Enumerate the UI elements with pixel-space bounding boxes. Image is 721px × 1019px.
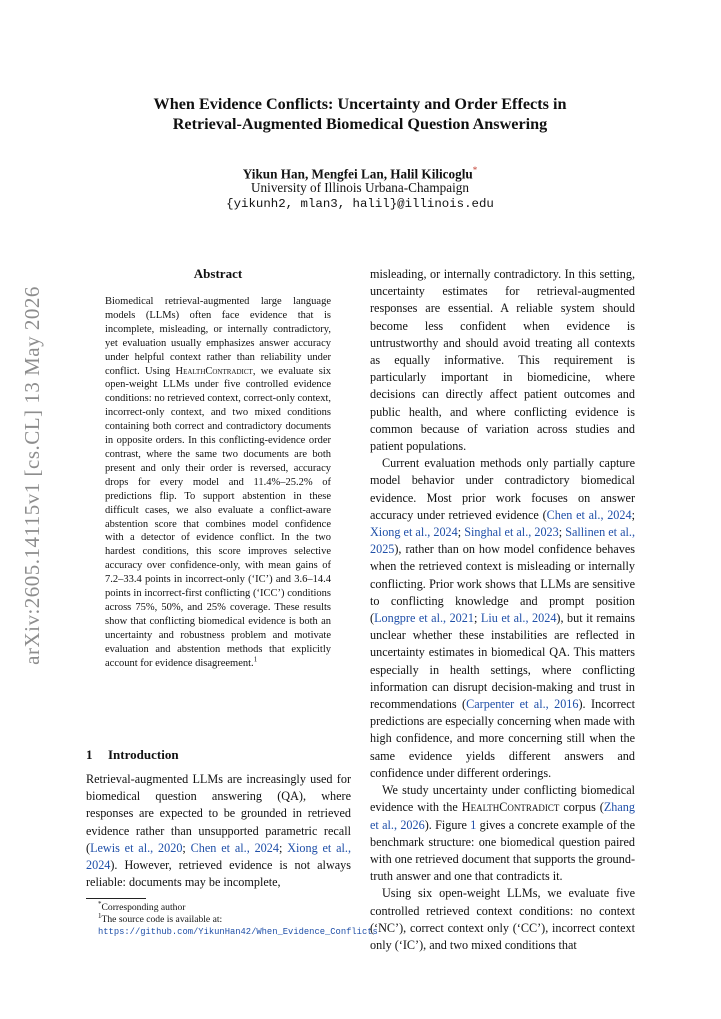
citation-separator: ;	[631, 507, 635, 522]
author-emails: {yikunh2, mlan3, halil}@illinois.edu	[226, 197, 494, 211]
section-title: Introduction	[108, 747, 179, 762]
abstract-text-part-1: Biomedical retrieval-augmented large language models (LLMs) often face evidence that is incomplete, misleading, or internally contradictory, yet evaluation usually emphasizes answer accuracy under helpful context rather than reliability under conflict. Using	[105, 296, 331, 377]
paragraph	[370, 455, 635, 782]
footnote-text: Corresponding author	[101, 902, 186, 913]
citation-link[interactable]: Chen et al., 2024	[546, 507, 632, 522]
arxiv-identifier-stamp	[4, 280, 60, 670]
citation-link[interactable]: Sallinen et al., 2025	[370, 525, 635, 557]
paragraph	[370, 266, 635, 455]
paragraph	[370, 885, 635, 954]
footnote-mark: *	[98, 899, 102, 908]
intro-left-column-text	[86, 771, 351, 891]
paragraph-text: ), rather than on how model confidence behaves when the retrieved context is misleading or internally conflicting. Prior work shows that LLMs are sensitive to conflicting knowledge and prompt position (	[370, 542, 635, 626]
paragraph	[370, 782, 635, 885]
paper-title	[90, 94, 630, 134]
paragraph-text: ). Figure	[424, 817, 471, 832]
abstract-body	[105, 295, 331, 670]
abstract-corpus-name: HealthContradict	[175, 365, 253, 377]
citation-link[interactable]: Xiong et al., 2024	[86, 840, 352, 873]
paragraph-text: Using six open-weight LLMs, we evaluate five controlled retrieved context conditions: no context (‘NC’), correct context only (‘CC’), incorrect context only (‘IC’), and two mixed conditions that	[370, 886, 635, 952]
footnote-corresponding	[86, 899, 351, 914]
citation-separator: ;	[457, 525, 465, 540]
footnote-text: The source code is available at:	[101, 913, 223, 925]
arxiv-stamp-text: arXiv:2605.14115v1 [cs.CL] 13 May 2026	[19, 285, 44, 665]
corpus-name: HealthContradict	[461, 800, 560, 815]
intro-text: Retrieval-augmented LLMs are increasingly used for biomedical question answering (QA), where responses are expected to be grounded in retrieved evidence rather than unsupported parametric recall (	[86, 772, 351, 855]
citation-separator: ;	[278, 840, 288, 855]
footnote-mark: 1	[98, 911, 102, 920]
citation-link[interactable]: Carpenter et al., 2016	[466, 697, 579, 712]
figure-reference-link[interactable]: 1	[470, 817, 477, 832]
right-column-text	[370, 266, 635, 954]
intro-text: ). However, retrieved evidence is not always reliable: documents may be incomplete,	[86, 858, 351, 890]
paragraph-text: misleading, or internally contradictory. In this setting, uncertainty estimates for retrieval-augmented responses are essential. A reliable system should become less confident when evidence is untrustworthy and should avoid treating all contexts as equally informative. This requirement is particularly important in biomedicine, where decisions can directly affect patient outcomes and public health, and where conflicting evidence is common because of variation across studies and patient populations.	[370, 267, 635, 454]
footnote-divider	[86, 898, 146, 899]
footnotes	[86, 899, 378, 938]
abstract-footnote-mark[interactable]: 1	[253, 655, 258, 664]
citation-separator: ;	[182, 840, 191, 855]
paragraph-text: ). Incorrect predictions are especially concerning when made with high confidence, and more concerning still when the same evidence yields different answers and confidence under different orderings.	[370, 697, 636, 780]
citation-link[interactable]: Longpre et al., 2021	[374, 611, 474, 626]
paragraph-text: corpus (	[559, 800, 604, 815]
source-code-url-link[interactable]: https://github.com/YikunHan42/When_Evidence_Conflicts	[98, 926, 378, 937]
citation-link[interactable]: Liu et al., 2024	[480, 611, 557, 626]
citation-separator: ;	[558, 525, 566, 540]
citation-separator: ;	[473, 611, 481, 626]
citation-link[interactable]: Singhal et al., 2023	[464, 525, 559, 540]
footnote-source-code	[86, 911, 378, 939]
section-number: 1	[86, 747, 93, 762]
paragraph-text: ), but it remains unclear whether these instabilities are reflected in uncertainty estimates in biomedical QA. This matters especially in health settings, where conflicting information can disrupt decision-making and trust in recommendations (	[370, 611, 636, 712]
abstract-heading: Abstract	[193, 266, 243, 281]
citation-link[interactable]: Zhang et al., 2026	[370, 800, 635, 832]
abstract-text-part-2: , we evaluate six open-weight LLMs under five controlled evidence conditions: no retrieved context, correct-only context, incorrect-only context, and two mixed conditions containing both correct and contradictory documents in opposite orders. In this conflicting-evidence order contrast, where the same two documents are both present and only their order is reversed, accuracy drops for every model and 11.4%–25.2% of predictions flip. To support abstention in these difficult cases, we also evaluate a conflict-aware abstention score that combines model confidence with a detector of evidence conflict. In the two hardest conditions, this score improves selective accuracy over confidence-only, with mean gains of 7.2–33.4 points in incorrect-only (‘IC’) and 3.6–14.4 points in incorrect-first conflicting (‘ICC’) conditions across 75%, 50%, and 25% coverage. These results show that conflicting biomedical evidence is both an uncertainty and robustness problem and motivate evaluation and abstention methods that explicitly account for evidence disagreement.	[105, 365, 331, 669]
paragraph-text: We study uncertainty under conflicting biomedical evidence with the	[370, 783, 635, 815]
citation-link[interactable]: Lewis et al., 2020	[90, 840, 183, 855]
paragraph-text: gives a concrete example of the benchmark structure: one biomedical question paired with one retrieved document that supports the ground-truth answer and one that contradicts it.	[370, 817, 636, 884]
author-names: Yikun Han, Mengfei Lan, Halil Kilicoglu	[242, 166, 473, 182]
paragraph-text: Current evaluation methods only partially capture model behavior under contradictory biomedical evidence. Most prior work focuses on answer accuracy under retrieved evidence (	[370, 456, 635, 522]
citation-link[interactable]: Xiong et al., 2024	[370, 525, 458, 540]
corresponding-author-mark[interactable]: *	[472, 165, 478, 175]
affiliation: University of Illinois Urbana-Champaign	[251, 180, 469, 195]
title-line-1: When Evidence Conflicts: Uncertainty and Order Effects in	[153, 95, 567, 113]
citation-link[interactable]: Chen et al., 2024	[190, 840, 279, 855]
title-line-2: Retrieval-Augmented Biomedical Question Answering	[172, 115, 548, 133]
section-heading-introduction	[86, 747, 351, 763]
